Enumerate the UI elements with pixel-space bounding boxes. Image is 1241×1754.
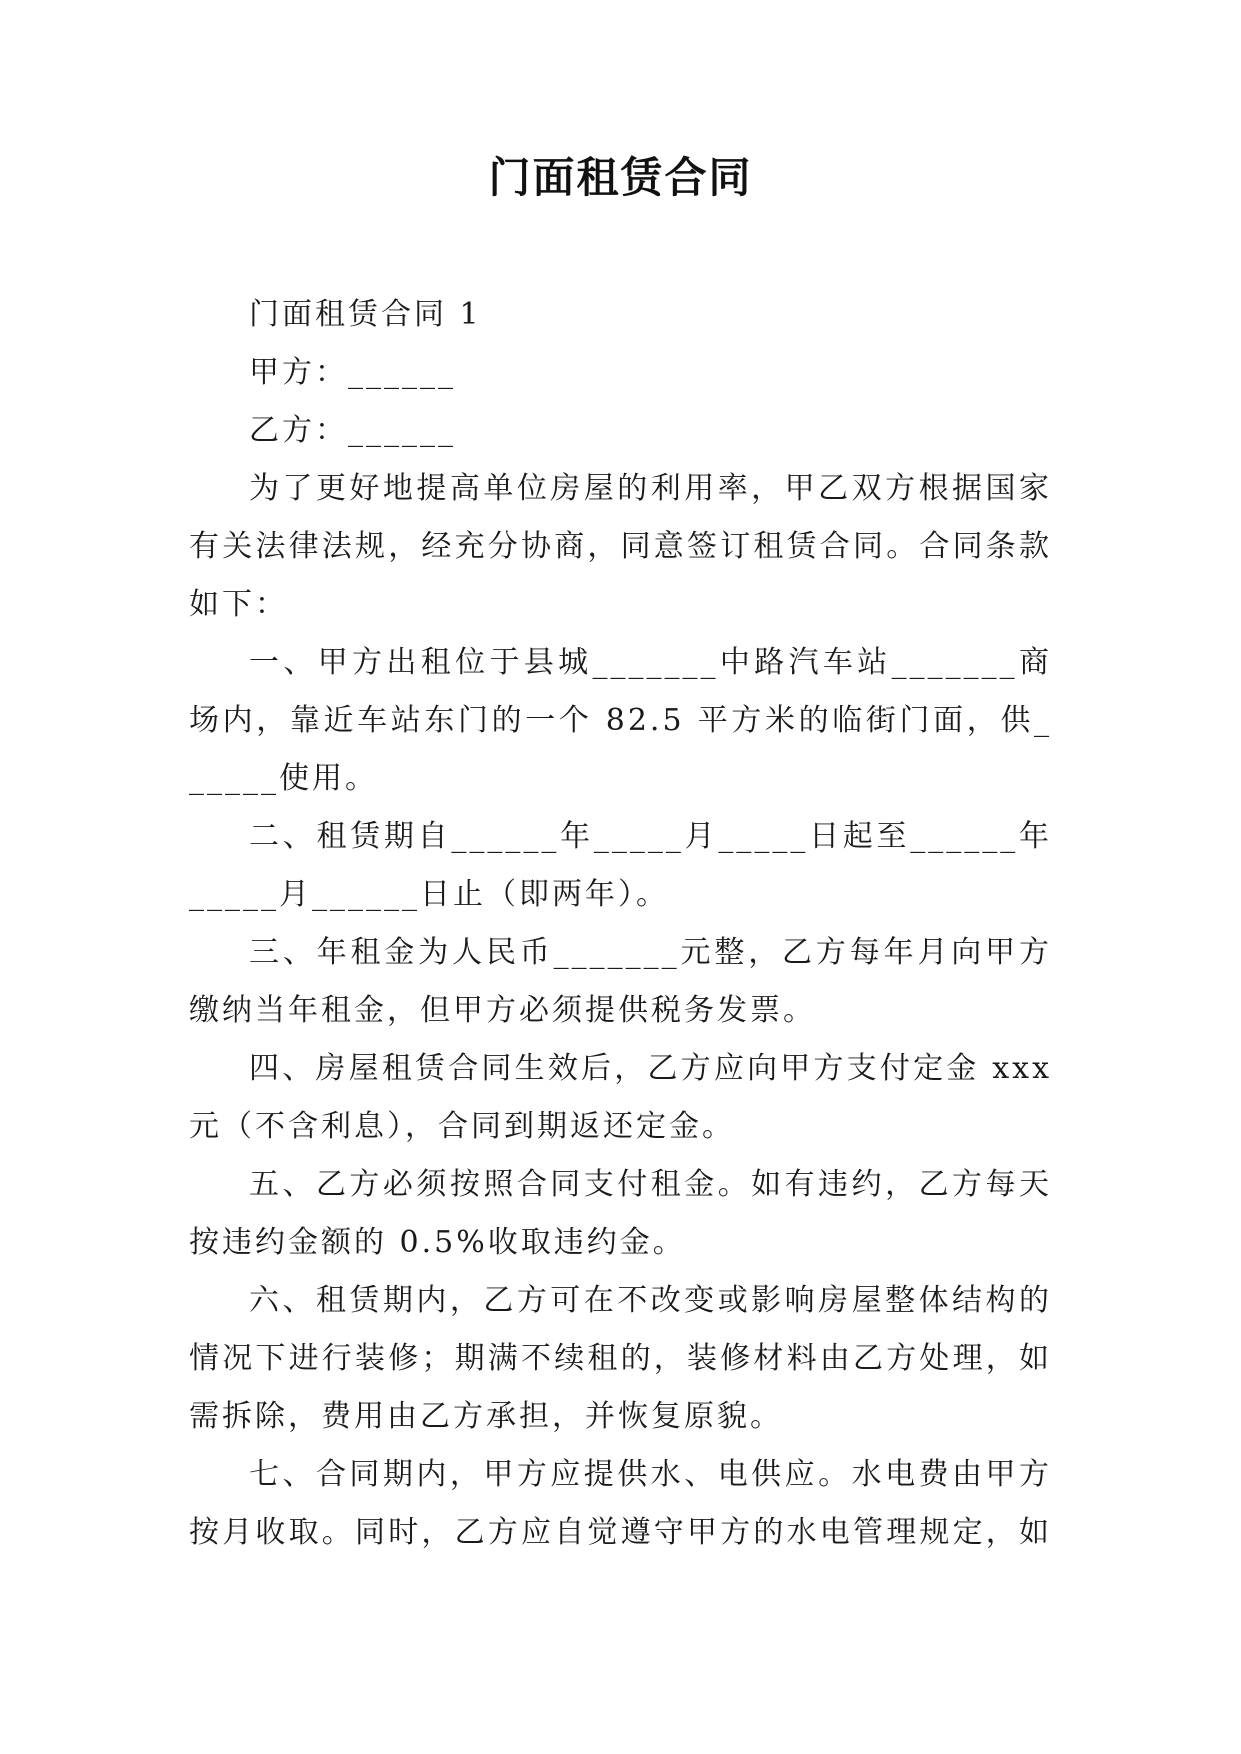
paragraph-clause-4: 四、房屋租赁合同生效后，乙方应向甲方支付定金 xxx 元（不含利息），合同到期返还定金。 xyxy=(189,1051,1052,1144)
document-title: 门面租赁合同 xyxy=(488,153,753,202)
paragraph-clause-5: 五、乙方必须按照合同支付租金。如有违约，乙方每天按违约金额的 0.5%收取违约金。 xyxy=(189,1167,1052,1260)
paragraph-clause-7: 七、合同期内，甲方应提供水、电供应。水电费由甲方按月收取。同时，乙方应自觉遵守甲方的水电管理规定，如 xyxy=(189,1457,1052,1550)
paragraph-contract-heading: 门面租赁合同 1 xyxy=(249,297,482,332)
paragraph-clause-3: 三、年租金为人民币_______元整，乙方每年月向甲方缴纳当年租金，但甲方必须提供税务发票。 xyxy=(189,935,1052,1028)
paragraph-clause-1: 一、甲方出租位于县城_______中路汽车站_______商场内，靠近车站东门的一个 82.5 平方米的临街门面，供______使用。 xyxy=(189,645,1052,796)
paragraph-party-b: 乙方：______ xyxy=(249,413,456,448)
paragraph-clause-6: 六、租赁期内，乙方可在不改变或影响房屋整体结构的情况下进行装修；期满不续租的，装修材料由乙方处理，如需拆除，费用由乙方承担，并恢复原貌。 xyxy=(189,1283,1052,1434)
document-body xyxy=(189,286,1052,1562)
paragraph-party-a: 甲方：______ xyxy=(249,355,456,390)
paragraph-preamble: 为了更好地提高单位房屋的利用率，甲乙双方根据国家有关法律法规，经充分协商，同意签订租赁合同。合同条款如下： xyxy=(189,471,1052,622)
paragraph-clause-2: 二、租赁期自______年_____月_____日起至______年_____月______日止（即两年）。 xyxy=(189,819,1052,912)
